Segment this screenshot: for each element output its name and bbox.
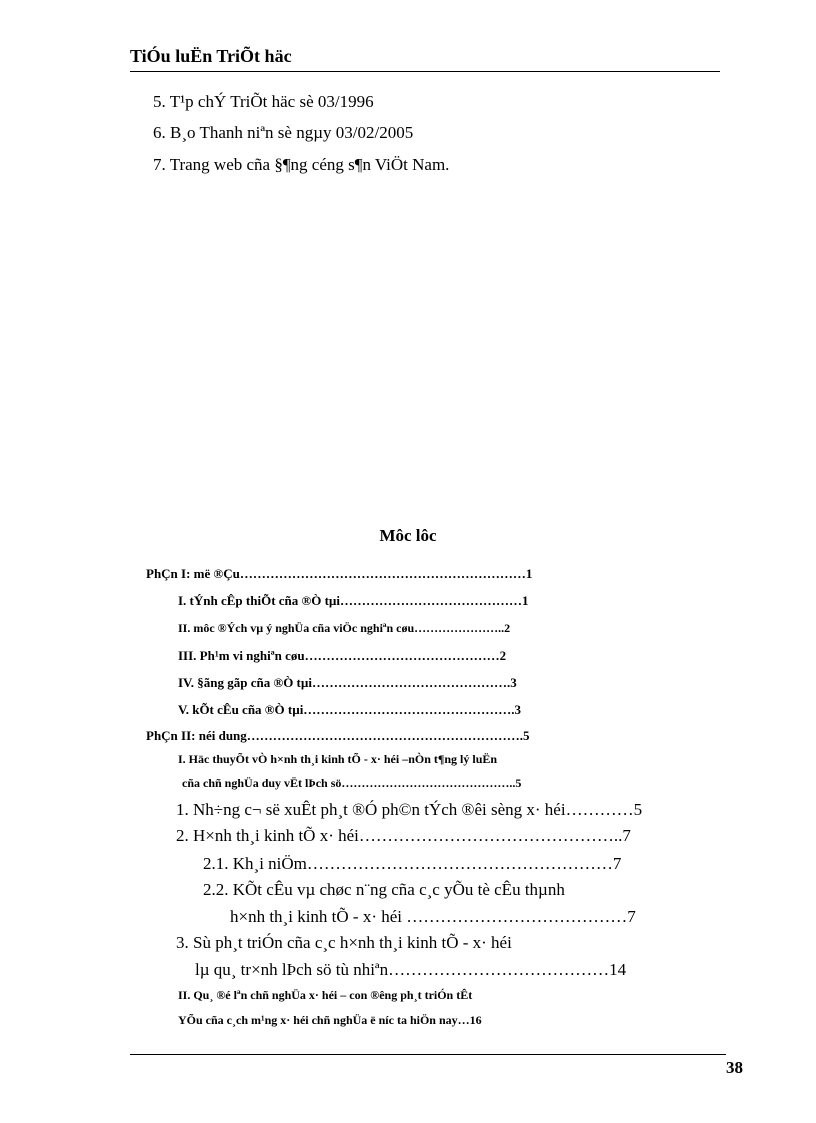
toc-entry: h×nh th¸i kinh tÕ - x· héi …………………………………7 [230,907,636,926]
toc-entry: IV. §ãng gãp cña ®Ò tµi……………………………………….3 [178,675,517,690]
toc-entry: 2.1. Kh¸i niÖm………………………………………………7 [203,854,622,873]
toc-title: Môc lôc [379,526,437,545]
reference-item: 6. B¸o Thanh niªn sè ngµy 03/02/2005 [153,123,414,142]
toc-entry: I. tÝnh cÊp thiÕt cña ®Ò tµi……………………………………1 [178,593,529,608]
toc-entry: 3. Sù ph¸t triÓn cña c¸c h×nh th¸i kinh tÕ - x· héi [176,933,512,952]
toc-entry: II. môc ®Ých vµ ý nghÜa cña viÖc nghiªn cøu…………………..2 [178,621,511,635]
toc-entry: lµ qu¸ tr×nh lÞch sö tù nhiªn…………………………………14 [195,960,627,979]
header-title: TiÓu luËn TriÕt häc [130,46,292,66]
toc-entry: II. Qu¸ ®é lªn chñ nghÜa x· héi – con ®êng ph¸t triÓn tÊt [178,988,473,1002]
toc-entry: cña chñ nghÜa duy vËt lÞch sö……………………………………..5 [182,776,522,790]
header-rule [130,71,720,72]
toc-entry: PhÇn II: néi dung……………………………………………………….5 [146,728,530,743]
toc-entry: 2. H×nh th¸i kinh tÕ x· héi………………………………………..7 [176,826,631,845]
reference-item: 7. Trang web cña §¶ng céng s¶n ViÖt Nam. [153,155,450,174]
toc-entry: III. Ph¹m vi nghiªn cøu………………………………………2 [178,648,507,663]
page-number: 38 [726,1058,743,1077]
reference-item: 5. T¹p chÝ TriÕt häc sè 03/1996 [153,92,374,111]
toc-entry: YÕu cña c¸ch m¹ng x· héi chñ nghÜa ë níc ta hiÖn nay…16 [178,1013,482,1027]
toc-entry: 2.2. KÕt cÊu vµ chøc n¨ng cña c¸c yÕu tè cÊu thµnh [203,880,565,899]
toc-entry: V. kÕt cÊu cña ®Ò tµi………………………………………….3 [178,702,522,717]
toc-entry: I. Häc thuyÕt vÒ h×nh th¸i kinh tÕ - x· héi –nÒn t¶ng lý luËn [178,752,498,766]
toc-entry: 1. Nh÷ng c¬ së xuÊt ph¸t ®Ó ph©n tÝch ®êi sèng x· héi…………5 [176,800,643,819]
toc-entry: PhÇn I: më ®Çu…………………………………………………………1 [146,566,533,581]
footer-rule [130,1054,726,1055]
